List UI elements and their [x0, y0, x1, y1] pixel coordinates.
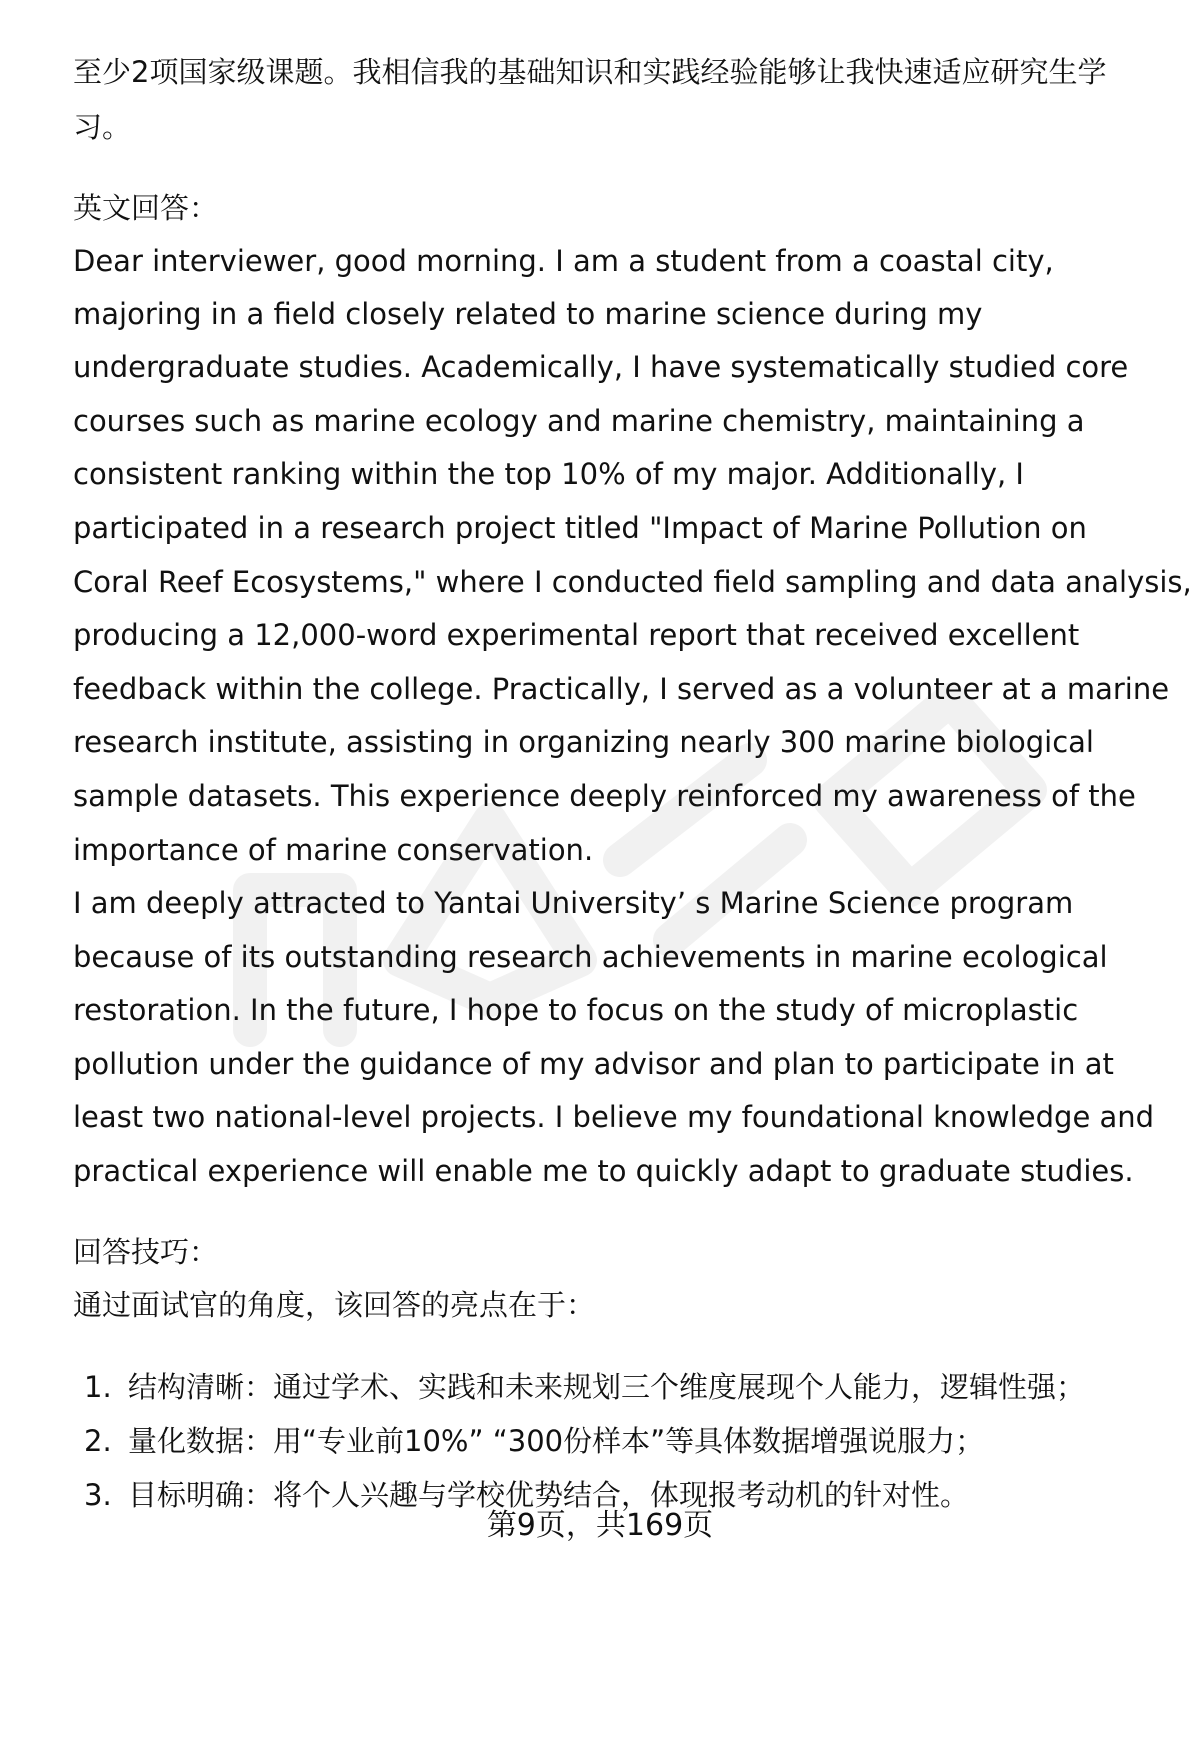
- english-line: majoring in a field closely related to marine science during my: [73, 297, 983, 331]
- tips-heading: 回答技巧：: [73, 1235, 219, 1269]
- tip-text: 结构清晰：通过学术、实践和未来规划三个维度展现个人能力，逻辑性强；: [128, 1370, 1086, 1404]
- english-line: because of its outstanding research achievements in marine ecological: [73, 940, 1108, 974]
- tip-number: 1.: [84, 1370, 112, 1404]
- tip-text: 量化数据：用“专业前10%” “300份样本”等具体数据增强说服力；: [128, 1424, 985, 1458]
- english-line: I am deeply attracted to Yantai University’ s Marine Science program: [73, 886, 1074, 920]
- english-line: producing a 12,000-word experimental report that received excellent: [73, 618, 1080, 652]
- english-line: undergraduate studies. Academically, I have systematically studied core: [73, 350, 1129, 384]
- intro-line-1: 至少2项国家级课题。我相信我的基础知识和实践经验能够让我快速适应研究生学: [73, 55, 1107, 89]
- english-line: courses such as marine ecology and marine chemistry, maintaining a: [73, 404, 1085, 438]
- tip-item-1: [84, 1367, 1085, 1407]
- tip-number: 2.: [84, 1424, 112, 1458]
- english-line: importance of marine conservation.: [73, 833, 594, 867]
- english-line: Coral Reef Ecosystems," where I conducted field sampling and data analysis,: [73, 565, 1192, 599]
- english-line: pollution under the guidance of my advisor and plan to participate in at: [73, 1047, 1114, 1081]
- tips-intro: 通过面试官的角度，该回答的亮点在于：: [73, 1288, 596, 1322]
- tip-item-2: [84, 1421, 984, 1461]
- page-footer: 第9页，共169页: [486, 1508, 714, 1543]
- english-line: practical experience will enable me to quickly adapt to graduate studies.: [73, 1154, 1134, 1188]
- english-line: Dear interviewer, good morning. I am a student from a coastal city,: [73, 244, 1054, 278]
- english-line: least two national-level projects. I believe my foundational knowledge and: [73, 1100, 1155, 1134]
- english-line: participated in a research project titled "Impact of Marine Pollution on: [73, 511, 1087, 545]
- english-line: feedback within the college. Practically, I served as a volunteer at a marine: [73, 672, 1170, 706]
- english-line: restoration. In the future, I hope to focus on the study of microplastic: [73, 993, 1079, 1027]
- english-line: research institute, assisting in organizing nearly 300 marine biological: [73, 725, 1094, 759]
- tip-text: 目标明确：将个人兴趣与学校优势结合，体现报考动机的针对性。: [128, 1478, 970, 1512]
- english-line: sample datasets. This experience deeply reinforced my awareness of the: [73, 779, 1136, 813]
- english-heading: 英文回答：: [73, 191, 219, 225]
- english-line: consistent ranking within the top 10% of my major. Additionally, I: [73, 457, 1024, 491]
- intro-line-2: 习。: [73, 110, 132, 144]
- tip-number: 3.: [84, 1478, 112, 1512]
